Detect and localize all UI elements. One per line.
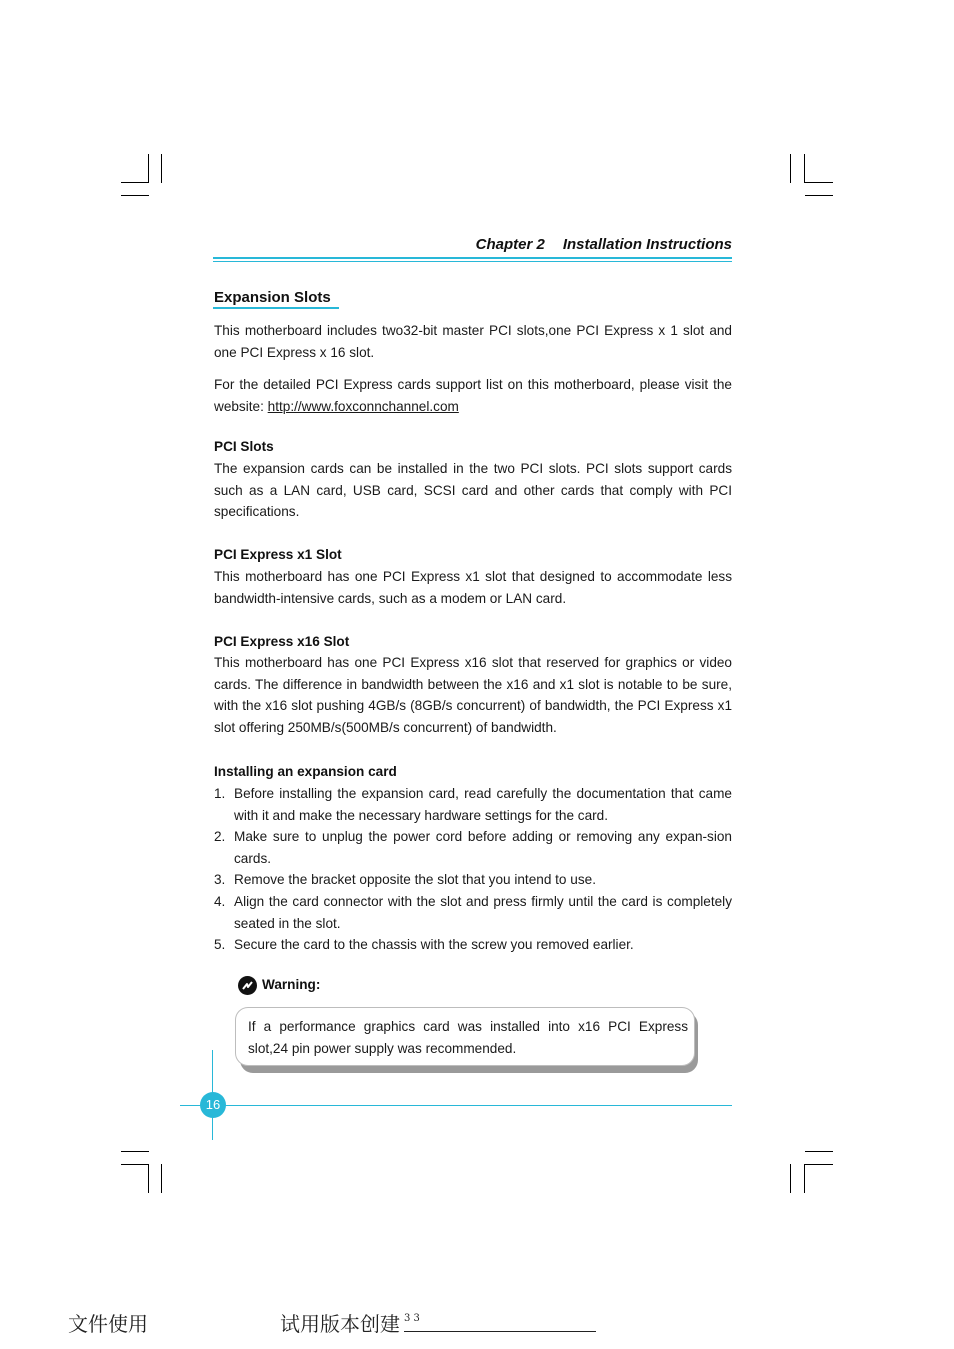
pcie-x1-paragraph: This motherboard has one PCI Express x1 slot that designed to accommodate less bandwidth-intensive cards, such as a modem or LAN card. xyxy=(214,569,732,606)
step-text: Make sure to unplug the power cord before adding or removing any expan-sion cards. xyxy=(234,829,732,866)
subheading-pcie-x1: PCI Express x1 Slot xyxy=(214,547,342,562)
section-title: Expansion Slots xyxy=(214,289,331,306)
step-number: 5. xyxy=(214,937,226,953)
page-number: 16 xyxy=(200,1092,226,1118)
step-text: Remove the bracket opposite the slot that you intend to use. xyxy=(234,872,596,888)
website-link[interactable]: http://www.foxconnchannel.com xyxy=(267,398,459,414)
step-text: Secure the card to the chassis with the screw you removed earlier. xyxy=(234,937,634,953)
subheading-installing: Installing an expansion card xyxy=(214,764,397,779)
crop-mark xyxy=(805,182,833,183)
subheading-pci-slots: PCI Slots xyxy=(214,439,274,454)
list-item xyxy=(214,783,732,826)
pcie-x16-paragraph: This motherboard has one PCI Express x16 slot that reserved for graphics or video cards. The difference in bandwidth between the x16 and x1 slot is notable to be sure, with the x16 slot pushing 4GB/s (8GB/s concurrent) of bandwidth, the PCI Express x1 slot offering 250MB/s(500MB/s concurrent) of bandwidth. xyxy=(214,655,732,735)
list-item xyxy=(214,891,732,934)
list-item xyxy=(214,934,732,956)
footer-text-right: 试用版本创建 xyxy=(280,1312,400,1336)
header-rule xyxy=(213,261,732,262)
step-number: 4. xyxy=(214,893,226,909)
step-number: 3. xyxy=(214,872,226,888)
page-rule xyxy=(180,1105,732,1106)
crop-mark xyxy=(148,1164,149,1193)
footer-superscript: 3 3 xyxy=(404,1313,420,1324)
crop-mark xyxy=(805,1151,833,1152)
step-text: Align the card connector with the slot and press firmly until the card is completely seated in the slot. xyxy=(234,893,732,931)
footer-underline xyxy=(404,1331,596,1332)
crop-mark xyxy=(790,154,791,183)
crop-mark xyxy=(804,1164,805,1193)
pci-slots-paragraph: The expansion cards can be installed in the two PCI slots. PCI slots support cards such as a LAN card, USB card, SCSI card and other cards that comply with PCI specifications. xyxy=(214,461,732,519)
subheading-pcie-x16: PCI Express x16 Slot xyxy=(214,634,350,649)
step-text: Before installing the expansion card, read carefully the documentation that came with it and make the necessary hardware settings for the card. xyxy=(234,786,732,823)
list-item xyxy=(214,869,732,891)
crop-mark xyxy=(121,1151,149,1152)
crop-mark xyxy=(121,182,149,183)
crop-mark xyxy=(805,195,833,196)
crop-mark xyxy=(804,154,805,183)
warning-icon xyxy=(238,976,257,995)
list-item xyxy=(214,826,732,869)
crop-mark xyxy=(121,1164,149,1165)
intro-paragraph: This motherboard includes two32-bit master PCI slots,one PCI Express x 1 slot and one PCI Express x 16 slot. xyxy=(214,323,732,360)
crop-mark xyxy=(805,1164,833,1165)
footer-text-left: 文件使用 xyxy=(68,1312,148,1336)
header-rule xyxy=(213,257,732,259)
crop-mark xyxy=(161,154,162,183)
chapter-header xyxy=(214,236,732,253)
intro-text: For the detailed PCI Express cards support list on this motherboard, please visit the website: xyxy=(214,377,732,414)
chapter-title: Installation Instructions xyxy=(562,236,732,253)
crop-mark xyxy=(121,195,149,196)
warning-text: If a performance graphics card was installed into x16 PCI Express slot,24 pin power supply was recommended. xyxy=(248,1019,688,1056)
chapter-label: Chapter 2 xyxy=(475,236,545,253)
intro-paragraph xyxy=(214,374,732,417)
warning-label: Warning: xyxy=(262,977,321,992)
section-underline xyxy=(213,307,339,309)
crop-mark xyxy=(161,1164,162,1193)
installation-steps xyxy=(214,783,732,956)
crop-mark xyxy=(790,1164,791,1193)
crop-mark xyxy=(148,154,149,183)
step-number: 2. xyxy=(214,829,226,845)
step-number: 1. xyxy=(214,786,226,801)
